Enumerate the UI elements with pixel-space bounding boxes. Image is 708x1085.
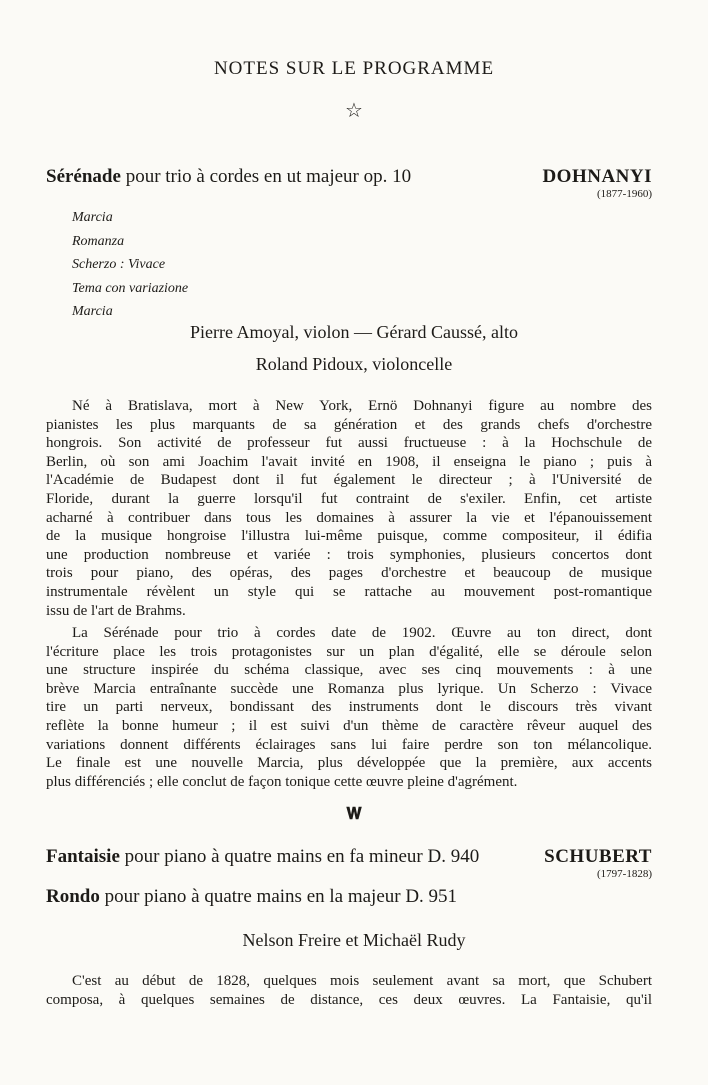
text-line: C'est au début de 1828, quelques mois seulement avant sa mort, que Schubert	[72, 973, 652, 989]
text-line: pianistes les plus marquants de sa génération et des grands chefs d'orchestre	[46, 416, 652, 433]
text-line: l'Académie de Budapest dont il fut également le directeur ; à l'Université de	[46, 472, 652, 489]
dohnanyi-composer-name: DOHNANYI	[542, 166, 652, 187]
dohnanyi-movements-list	[72, 206, 188, 324]
text-line: variations donnent différents éclairages sans lui faire perdre son ton mélancolique.	[46, 736, 652, 753]
text-line: Berlin, où son ami Joachim l'avait invité en 1908, il enseigna le piano ; puis à	[46, 453, 652, 470]
movement-item: Marcia	[72, 210, 113, 225]
text-line: brève Marcia entraînante succède une Romanza plus lyrique. Un Scherzo : Vivace	[46, 680, 652, 697]
schubert-paragraph	[46, 972, 652, 1009]
schubert-work-1-heading	[46, 846, 606, 868]
dohnanyi-work-heading	[46, 166, 606, 188]
text-line: trois pour piano, des opéras, des pages d'orchestre et beaucoup de musique	[46, 565, 652, 582]
movement-item: Marcia	[72, 304, 113, 319]
star-ornament-icon: ☆	[345, 98, 363, 122]
text-line: reflète la bonne humeur ; il est suivi d'un thème de caractère rêveur auquel des	[46, 717, 652, 734]
schubert-work-2-title: Rondo	[46, 886, 100, 907]
schubert-work-1-desc: pour piano à quatre mains en fa mineur D. 940	[119, 846, 480, 867]
text-line: composa, à quelques semaines de distance, ces deux œuvres. La Fantaisie, qu'il	[46, 991, 652, 1008]
dohnanyi-work-desc: pour trio à cordes en ut majeur op. 10	[120, 166, 412, 187]
dohnanyi-performers-line-1: Pierre Amoyal, violon — Gérard Caussé, alto	[190, 322, 518, 342]
schubert-work-2-heading	[46, 886, 606, 908]
text-line: acharné à contribuer dans tous les domaines à assurer la vie et l'épanouissement	[46, 509, 652, 526]
text-line: Floride, durant la guerre lorsqu'il fut contraint de s'exiler. Enfin, cet artiste	[46, 490, 652, 507]
dohnanyi-work-title: Sérénade	[46, 166, 121, 187]
schubert-composer-dates: (1797-1828)	[597, 868, 652, 880]
movement-item: Tema con variazione	[72, 280, 189, 296]
movement-item: Scherzo : Vivace	[72, 257, 166, 272]
schubert-work-1-title: Fantaisie	[46, 846, 120, 867]
text-line: issu de l'art de Brahms.	[46, 602, 186, 619]
text-line: tire un parti nerveux, bondissant des instruments dont le discours très vivant	[46, 699, 652, 716]
dohnanyi-composer-dates: (1877-1960)	[597, 188, 652, 200]
dohnanyi-composer-block	[542, 166, 652, 200]
schubert-work-2-desc: pour piano à quatre mains en la majeur D. 951	[99, 886, 458, 907]
text-line: l'écriture place les trois protagonistes sur un plan d'égalité, elle se déroule selon	[46, 643, 652, 660]
text-line: de la musique hongroise l'illustra lui-même puisque, comme compositeur, il édifia	[46, 528, 652, 545]
dohnanyi-paragraph-1	[46, 397, 652, 620]
schubert-composer-block	[544, 846, 652, 880]
dohnanyi-paragraph-2	[46, 624, 652, 791]
text-line: une structure inspirée du schéma classique, avec ses cinq mouvements : à une	[46, 662, 652, 679]
text-line: plus différenciés ; elle conclut de façon tonique cette œuvre pleine d'agrément.	[46, 773, 518, 790]
movement-item: Romanza	[72, 233, 125, 249]
schubert-composer-name: SCHUBERT	[544, 846, 652, 867]
text-line: Le finale est une nouvelle Marcia, plus développée que la première, aux accents	[46, 755, 652, 772]
text-line: La Sérénade pour trio à cordes date de 1902. Œuvre au ton direct, dont	[72, 625, 652, 641]
text-line: hongrois. Son activité de professeur fut aussi fructueuse : à la Hochschule de	[46, 435, 652, 452]
schubert-performers: Nelson Freire et Michaël Rudy	[242, 930, 466, 950]
text-line: Né à Bratislava, mort à New York, Ernö Dohnanyi figure au nombre des	[72, 398, 652, 414]
dohnanyi-performers-line-2: Roland Pidoux, violoncelle	[255, 354, 453, 374]
lyre-ornament-icon: 𝐖	[346, 804, 362, 823]
text-line: instrumentale révèlent un style qui se rattache au mouvement post-romantique	[46, 583, 652, 600]
text-line: une production nombreuse et variée : trois symphonies, plusieurs concertos dont	[46, 546, 652, 563]
page-title: NOTES SUR LE PROGRAMME	[213, 58, 495, 79]
